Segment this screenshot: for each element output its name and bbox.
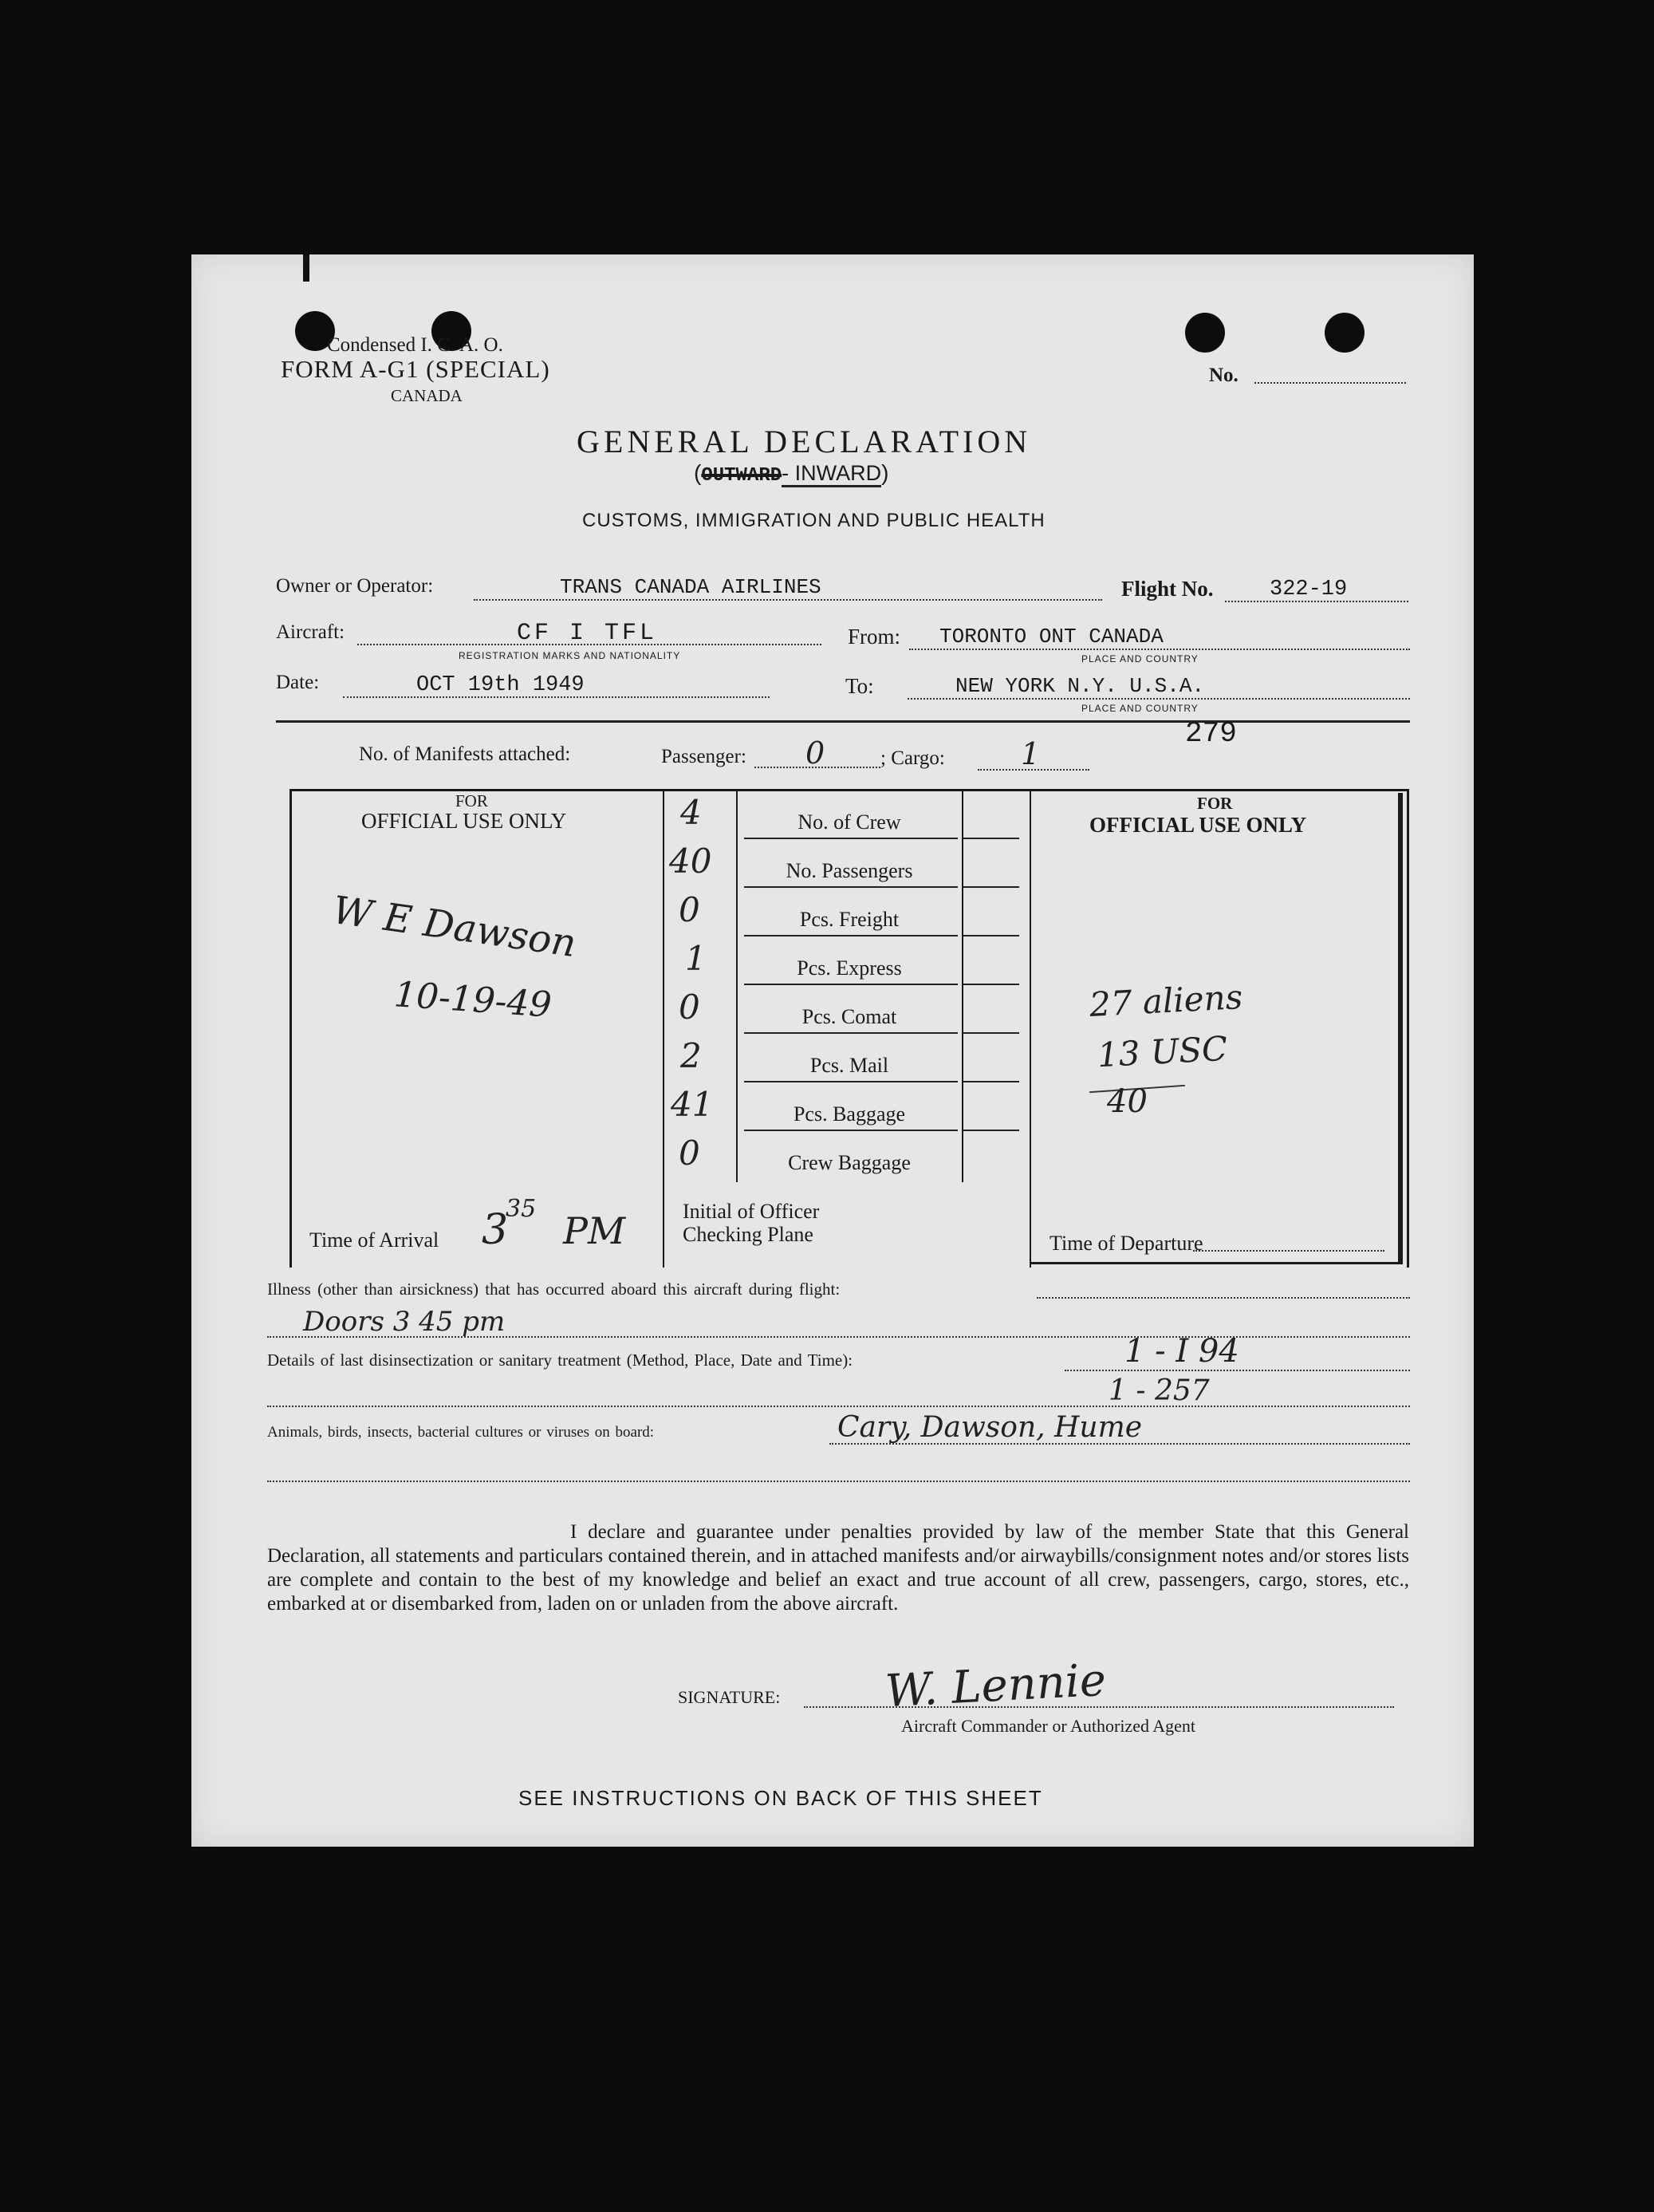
- count-row-4: [664, 937, 1030, 986]
- signature-caption: Aircraft Commander or Authorized Agent: [901, 1716, 1196, 1736]
- count-row-6: [664, 1035, 1030, 1083]
- arrival-label: Time of Arrival: [309, 1228, 439, 1252]
- freight-count: 0: [679, 890, 700, 929]
- passenger-count: 40: [669, 842, 712, 881]
- official-note-usc: 13 USC: [1096, 1028, 1229, 1075]
- express-label: Pcs. Express: [797, 956, 902, 980]
- official-note-aliens: 27 aliens: [1088, 977, 1244, 1024]
- signature-label: SIGNATURE:: [678, 1687, 781, 1707]
- signature-hand: W. Lennie: [884, 1654, 1108, 1718]
- count-row-3: [664, 889, 1030, 937]
- manifests-label: No. of Manifests attached:: [359, 743, 571, 765]
- animals-hand: Cary, Dawson, Hume: [837, 1411, 1143, 1444]
- disinsect-hand-1: 1 - I 94: [1124, 1333, 1239, 1370]
- comat-label: Pcs. Comat: [801, 1005, 897, 1028]
- official-for-right: FOR: [1197, 794, 1233, 813]
- punch-hole-3: [1185, 313, 1225, 353]
- official-note-total: 40: [1107, 1083, 1148, 1120]
- form-number-line: [1254, 382, 1406, 384]
- crew-count: 4: [680, 793, 702, 832]
- owner-line: [474, 599, 1102, 601]
- crew-label: No. of Crew: [797, 810, 901, 834]
- form-line-1: Condensed I. C. A. O.: [327, 334, 503, 356]
- count-row-2: [664, 840, 1030, 889]
- animals-line-1: [829, 1443, 1410, 1445]
- passenger-manifest-line: [754, 767, 880, 768]
- date-line: [343, 696, 770, 698]
- flight-no-label: Flight No.: [1121, 577, 1214, 601]
- official-for-left: FOR: [455, 791, 488, 810]
- official-use-table: [289, 789, 1409, 1268]
- freight-label: Pcs. Freight: [799, 908, 900, 931]
- page-title: GENERAL DECLARATION: [577, 424, 1032, 459]
- disinsect-line-2: [267, 1406, 1410, 1407]
- arrival-hour: 3: [482, 1206, 509, 1254]
- declaration-form-sheet: [191, 254, 1474, 1847]
- form-line-3: CANADA: [391, 386, 463, 405]
- staple-mark: [303, 254, 309, 282]
- flight-no-value: 322-19: [1270, 578, 1348, 601]
- from-value: TORONTO ONT CANADA: [939, 625, 1164, 649]
- cargo-manifest-label: ; Cargo:: [880, 747, 945, 769]
- direction-line: (OUTWARD- INWARD): [694, 460, 889, 487]
- disinsect-line-1: [1065, 1370, 1410, 1371]
- animals-label: Animals, birds, insects, bacterial cultures or viruses on board:: [267, 1424, 655, 1441]
- aircraft-label: Aircraft:: [276, 621, 345, 643]
- arrival-minutes: 35: [506, 1195, 537, 1223]
- arrival-suffix: PM: [563, 1209, 626, 1252]
- disinsect-label: Details of last disinsectization or sanitary treatment (Method, Place, Date and Time):: [267, 1350, 853, 1370]
- to-value: NEW YORK N.Y. U.S.A.: [955, 674, 1205, 698]
- aircraft-value: CF I TFL: [517, 620, 658, 647]
- passenger-manifest-value: 0: [805, 735, 825, 771]
- illness-label: Illness (other than airsickness) that has occurred aboard this aircraft during flight:: [267, 1279, 841, 1299]
- to-place-caption: PLACE AND COUNTRY: [1081, 703, 1199, 714]
- aircraft-line: [357, 644, 821, 645]
- comat-count: 0: [679, 988, 700, 1027]
- count-row-1: [664, 791, 1030, 840]
- to-line: [908, 698, 1410, 700]
- illness-line-1: [1037, 1297, 1410, 1299]
- crew-baggage-label: Crew Baggage: [788, 1151, 911, 1174]
- official-heading-left: OFFICIAL USE ONLY: [361, 809, 567, 833]
- mail-label: Pcs. Mail: [809, 1054, 889, 1077]
- official-heading-right: OFFICIAL USE ONLY: [1089, 813, 1307, 837]
- owner-label: Owner or Operator:: [276, 575, 434, 597]
- cargo-manifest-value: 1: [1021, 736, 1041, 771]
- official-date-left: 10-19-49: [392, 974, 553, 1026]
- form-number-label: No.: [1209, 365, 1239, 386]
- from-line: [909, 649, 1410, 650]
- baggage-label: Pcs. Baggage: [793, 1102, 906, 1126]
- initial-officer-line-1: Initial of Officer: [683, 1200, 820, 1223]
- crew-baggage-count: 0: [679, 1134, 700, 1173]
- inward-label: - INWARD: [782, 461, 881, 487]
- to-label: To:: [845, 674, 874, 698]
- count-row-7: [664, 1083, 1030, 1132]
- departure-line: [1193, 1250, 1384, 1252]
- flight-no-line: [1225, 601, 1408, 602]
- registration-caption: REGISTRATION MARKS AND NATIONALITY: [459, 650, 681, 661]
- declaration-text: I declare and guarantee under penalties provided by law of the member State that this General Declaration, all statements and particulars contained therein, and in attached manifests and/or airwaybills/consignment notes and/or stores lists are complete and contain to the best of my knowledge and belief an exact and true account of all crew, passengers, cargo, stores, etc., embarked at or disembarked from, laden on or unladen from the above aircraft.: [267, 1521, 1409, 1615]
- header-rule: [276, 720, 1410, 723]
- from-place-caption: PLACE AND COUNTRY: [1081, 653, 1199, 664]
- date-label: Date:: [276, 672, 320, 693]
- mail-count: 2: [680, 1036, 702, 1075]
- departure-label: Time of Departure: [1050, 1232, 1203, 1255]
- footer-instructions: SEE INSTRUCTIONS ON BACK OF THIS SHEET: [518, 1786, 1043, 1810]
- baggage-count: 41: [671, 1085, 714, 1124]
- count-row-8: [664, 1132, 1030, 1181]
- animals-line-2: [267, 1481, 1410, 1482]
- disinsect-hand-2: 1 - 257: [1109, 1374, 1210, 1407]
- express-count: 1: [685, 939, 707, 978]
- from-label: From:: [848, 625, 901, 649]
- form-line-2: FORM A-G1 (SPECIAL): [281, 355, 550, 383]
- punch-hole-4: [1325, 313, 1365, 353]
- illness-hand: Doors 3 45 pm: [303, 1306, 506, 1338]
- struck-direction: OUTWARD: [701, 465, 782, 487]
- extra-number: 279: [1185, 717, 1237, 750]
- count-row-5: [664, 986, 1030, 1035]
- page-subtitle: CUSTOMS, IMMIGRATION AND PUBLIC HEALTH: [582, 510, 1046, 531]
- official-signature-left: W E Dawson: [329, 887, 579, 967]
- passenger-manifest-label: Passenger:: [661, 746, 746, 767]
- initial-officer-line-2: Checking Plane: [683, 1223, 813, 1246]
- owner-value: TRANS CANADA AIRLINES: [560, 575, 821, 599]
- passenger-label: No. Passengers: [786, 859, 913, 882]
- cargo-manifest-line: [978, 769, 1089, 771]
- date-value: OCT 19th 1949: [416, 673, 585, 697]
